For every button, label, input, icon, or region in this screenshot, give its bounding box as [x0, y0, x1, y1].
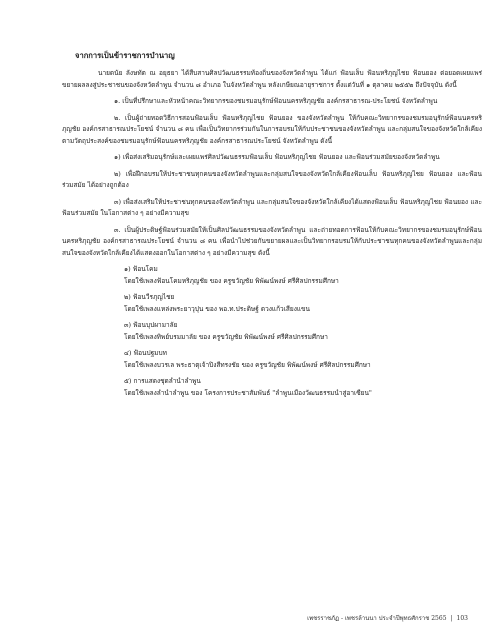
item-1-paragraph: ๑. เป็นที่ปรึกษาและหัวหน้าคณะวิทยากรของชมรมอนุรักษ์ฟ้อนนครหริภุญชัย องค์กรสาธารณ-ประโยชน์ จังหวัดลำพูน [114, 97, 438, 105]
objective-2-paragraph: ๒) เพื่อฝึกอบรมให้ประชาชนทุกคนของจังหวัดลำพูนและกลุ่มสนใจของจังหวัดใกล้เคียงฟ้อนเล็บ ฟ้อนหริภุญไชย ฟ้อนยอง และฟ้อนร่วมสมัย ได้อย่างถูกต้อง [62, 169, 482, 189]
dance-title: ๔) ฟ้อนปฐมบท [124, 349, 167, 357]
dance-title: ๒) ฟ้อนวีรภุญไชย [124, 293, 175, 301]
dance-title: ๕) การแสดงชุดลำนำลำพูน [124, 377, 201, 385]
dance-list [124, 264, 482, 399]
dance-title: ๑) ฟ้อนโคม [124, 265, 158, 273]
page-content [62, 50, 482, 404]
dance-description: โดยใช้เพลงลำนำลำพูน ของ โครงการประชาสัมพันธ์ "ลำพูนเมืองวัฒนธรรมนำสู่อาเซียน" [124, 388, 372, 397]
list-item [124, 376, 482, 399]
objective-1-paragraph: ๑) เพื่อส่งเสริมอนุรักษ์และเผยแพร่ศิลปวัฒนธรรมฟ้อนเล็บ ฟ้อนหริภุญไชย ฟ้อนยอง และฟ้อนร่วมสมัยของจังหวัดลำพูน [114, 153, 440, 161]
page-number: 103 [456, 615, 468, 622]
footer-separator: | [450, 615, 453, 622]
dance-description: โดยใช้เพลงแหล่งพระยาวุปุน ของ พอ.ท.ประดิษฐ์ ดวงแก้วเสียงแขน [124, 304, 310, 313]
section-heading: จากการเป็นข้าราชการบำนาญ [75, 51, 175, 60]
dance-description: โดยใช้เพลงบวรเล พระธาตุเจ้าปิงสีทรงชัย ของ ครูขวัญชัย พิพัฒน์พงษ์ ศรีศิลปกรรมศึกษา [124, 360, 371, 369]
intro-paragraph: นายดนัย ลังษทัต ณ อยุธยา ได้สืบสานศิลปวัฒนธรรมท้องถิ่นของจังหวัดลำพูน ได้แก่ ฟ้อนเล็บ ฟ้อนหริภุญไชย ฟ้อนยอง ต่อยอดเผยแพร่ขยายผลลงสู่ประชาชนของจังหวัดลำพูน จำนวน ๘ อำเภอ ในจังหวัดลำพูน หลังเกษียณอายุราชการ ตั้งแต่วันที่ ๑ ตุลาคม ๒๕๕๒ ถึงปัจจุบัน ดังนี้ [62, 69, 482, 89]
dance-description: โดยใช้เพลงฟ้อนโคมหริภุญชัย ของ ครูขวัญชัย พิพัฒน์พงษ์ ศรีศิลปกรรมศึกษา [124, 276, 339, 285]
list-item [124, 292, 482, 315]
objective-3-paragraph: ๓) เพื่อส่งเสริมให้ประชาชนทุกคนของจังหวัดลำพูน และกลุ่มสนใจของจังหวัดใกล้เคียงได้แสดงฟ้อนเล็บ ฟ้อนหริภุญไชย ฟ้อนยอง และฟ้อนร่วมสมัย ในโอกาสต่าง ๆ อย่างมีความสุข [62, 197, 482, 217]
dance-description: โดยใช้เพลงทิพย์บรมมาลัย ของ ครูขวัญชัย พิพัฒน์พงษ์ ศรีศิลปกรรมศึกษา [124, 332, 328, 341]
list-item [124, 320, 482, 343]
page-footer [307, 613, 468, 623]
list-item [124, 348, 482, 371]
list-item [124, 264, 482, 287]
item-2-paragraph: ๒. เป็นผู้ถ่ายทอดวิธีการสอนฟ้อนเล็บ ฟ้อนหริภุญไชย ฟ้อนยอง ของจังหวัดลำพูน ให้กับคณะวิทยากรของชมรมอนุรักษ์ฟ้อนนครหริภุญชัย องค์กรสาธารณประโยชน์ จำนวน ๘ คน เพื่อเป็นวิทยากรร่วมกันในการอบรมให้กับประชาชนของจังหวัดลำพูน และกลุ่มสนใจของจังหวัดใกล้เคียง ตามวัตถุประสงค์ของชมรมอนุรักษ์ฟ้อนนครหริภุญชัย องค์กรสาธารณประโยชน์ จังหวัดลำพูน ดังนี้ [62, 113, 482, 145]
footer-text: เพชรราชภัฏ - เพชรล้านนา ประจำปีพุทธศักราช 2565 [307, 615, 447, 622]
item-3-paragraph: ๓. เป็นผู้ประดิษฐ์ฟ้อนร่วมสมัยให้เป็นศิลปวัฒนธรรมของจังหวัดลำพูน และถ่ายทอดการฟ้อนให้กับคณะวิทยากรของชมรมอนุรักษ์ฟ้อนนครหริภุญชัย องค์กรสาธารณประโยชน์ จำนวน ๘ คน เพื่อนำไปช่วยกันขยายผลและเป็นวิทยากรอบรมให้กับประชาชนทุกคนของจังหวัดลำพูนและกลุ่มสนใจของจังหวัดใกล้เคียงได้แสดงออกในโอกาสต่าง ๆ อย่างมีความสุข ดังนี้ [62, 225, 482, 257]
dance-title: ๓) ฟ้อนบุปผามาลัย [124, 321, 178, 329]
